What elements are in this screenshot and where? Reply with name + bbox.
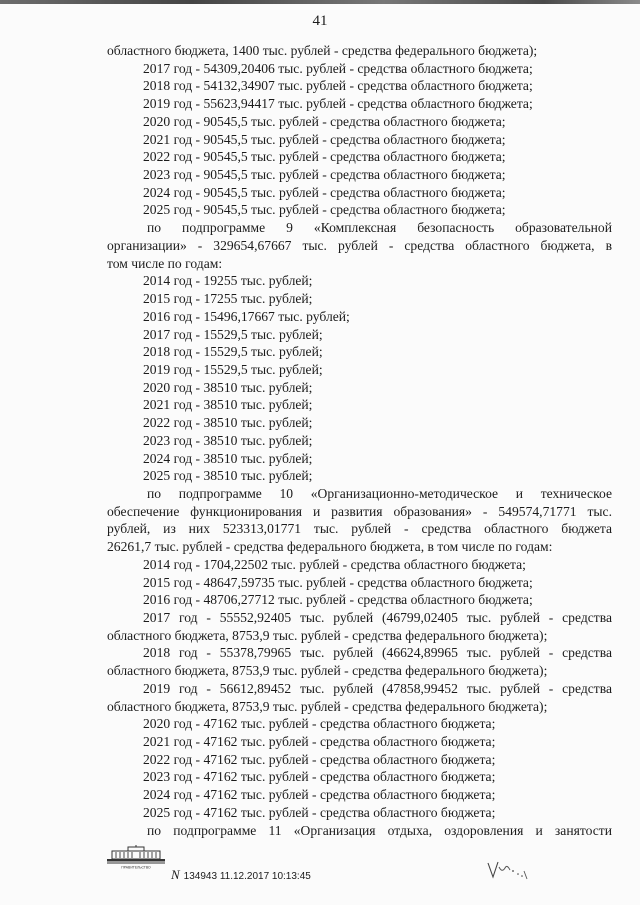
text-line: 2024 год - 90545,5 тыс. рублей - средства областного бюджета; bbox=[143, 184, 506, 200]
text-line: 2018 год - 15529,5 тыс. рублей; bbox=[143, 344, 323, 360]
text-line: том числе по годам: bbox=[107, 255, 223, 271]
text-line: 2018 год - 55378,79965 тыс. рублей (46624,89965 тыс. рублей - средства bbox=[143, 645, 612, 661]
text-line: обеспечение функционирования и развития образования» - 549574,71771 тыс. bbox=[107, 503, 612, 519]
text-line: 2017 год - 15529,5 тыс. рублей; bbox=[143, 326, 323, 342]
text-line: 2018 год - 54132,34907 тыс. рублей - средства областного бюджета; bbox=[143, 78, 533, 94]
text-line: областного бюджета, 8753,9 тыс. рублей - средства федерального бюджета); bbox=[107, 663, 548, 679]
text-line: 2015 год - 17255 тыс. рублей; bbox=[143, 291, 313, 307]
text-line: 2021 год - 90545,5 тыс. рублей - средства областного бюджета; bbox=[143, 131, 506, 147]
text-line: 2024 год - 38510 тыс. рублей; bbox=[143, 450, 313, 466]
text-line: 2024 год - 47162 тыс. рублей - средства областного бюджета; bbox=[143, 787, 496, 803]
text-line: 26261,7 тыс. рублей - средства федерального бюджета, в том числе по годам: bbox=[107, 539, 553, 555]
text-line: организации» - 329654,67667 тыс. рублей - средства областного бюджета, в bbox=[107, 237, 612, 253]
text-line: 2016 год - 15496,17667 тыс. рублей; bbox=[143, 308, 350, 324]
text-line: 2023 год - 38510 тыс. рублей; bbox=[143, 432, 313, 448]
text-line: по подпрограмме 10 «Организационно-методическое и техническое bbox=[147, 485, 612, 501]
text-line: 2025 год - 38510 тыс. рублей; bbox=[143, 468, 313, 484]
text-line: по подпрограмме 11 «Организация отдыха, оздоровления и занятости bbox=[147, 822, 612, 838]
text-line: 2017 год - 54309,20406 тыс. рублей - средства областного бюджета; bbox=[143, 60, 533, 76]
text-line: 2022 год - 38510 тыс. рублей; bbox=[143, 415, 313, 431]
government-seal-icon bbox=[106, 845, 166, 869]
registration-number: 134943 11.12.2017 10:13:45 bbox=[183, 871, 311, 882]
text-line: областного бюджета, 1400 тыс. рублей - средства федерального бюджета); bbox=[107, 43, 538, 58]
text-line: 2019 год - 15529,5 тыс. рублей; bbox=[143, 361, 323, 377]
text-line: 2022 год - 90545,5 тыс. рублей - средства областного бюджета; bbox=[143, 149, 506, 165]
scan-edge bbox=[0, 0, 640, 4]
text-line: 2016 год - 48706,27712 тыс. рублей - средства областного бюджета; bbox=[143, 592, 533, 608]
text-line: рублей, из них 523313,01771 тыс. рублей - средства областного бюджета bbox=[107, 521, 612, 537]
text-line: 2025 год - 47162 тыс. рублей - средства областного бюджета; bbox=[143, 804, 496, 820]
text-line: 2021 год - 47162 тыс. рублей - средства областного бюджета; bbox=[143, 734, 496, 750]
seal-caption: ПРАВИТЕЛЬСТВО bbox=[121, 865, 151, 869]
text-line: 2015 год - 48647,59735 тыс. рублей - средства областного бюджета; bbox=[143, 574, 533, 590]
text-line: 2019 год - 55623,94417 тыс. рублей - средства областного бюджета; bbox=[143, 96, 533, 112]
text-line: 2019 год - 56612,89452 тыс. рублей (47858,99452 тыс. рублей - средства bbox=[143, 680, 612, 696]
text-line: 2021 год - 38510 тыс. рублей; bbox=[143, 397, 313, 413]
text-line: 2022 год - 47162 тыс. рублей - средства областного бюджета; bbox=[143, 751, 496, 767]
text-line: 2014 год - 1704,22502 тыс. рублей - средства областного бюджета; bbox=[143, 556, 526, 572]
document-body bbox=[107, 42, 612, 839]
text-line: 2020 год - 90545,5 тыс. рублей - средства областного бюджета; bbox=[143, 113, 506, 129]
text-line: областного бюджета, 8753,9 тыс. рублей - средства федерального бюджета); bbox=[107, 627, 548, 643]
text-line: 2023 год - 90545,5 тыс. рублей - средства областного бюджета; bbox=[143, 167, 506, 183]
number-mark: N bbox=[171, 867, 180, 882]
text-line: 2017 год - 55552,92405 тыс. рублей (46799,02405 тыс. рублей - средства bbox=[143, 610, 612, 625]
page-number: 41 bbox=[312, 13, 328, 29]
text-line: областного бюджета, 8753,9 тыс. рублей - средства федерального бюджета); bbox=[107, 698, 548, 714]
text-line: 2025 год - 90545,5 тыс. рублей - средства областного бюджета; bbox=[143, 202, 506, 218]
text-line: 2020 год - 38510 тыс. рублей; bbox=[143, 379, 313, 395]
document-footer bbox=[106, 845, 406, 885]
signature-mark bbox=[484, 853, 534, 889]
text-line: 2020 год - 47162 тыс. рублей - средства областного бюджета; bbox=[143, 716, 496, 732]
text-line: 2023 год - 47162 тыс. рублей - средства областного бюджета; bbox=[143, 769, 496, 785]
text-line: 2014 год - 19255 тыс. рублей; bbox=[143, 273, 313, 289]
text-line: по подпрограмме 9 «Комплексная безопасность образовательной bbox=[147, 220, 612, 236]
registration-stamp bbox=[171, 867, 311, 883]
